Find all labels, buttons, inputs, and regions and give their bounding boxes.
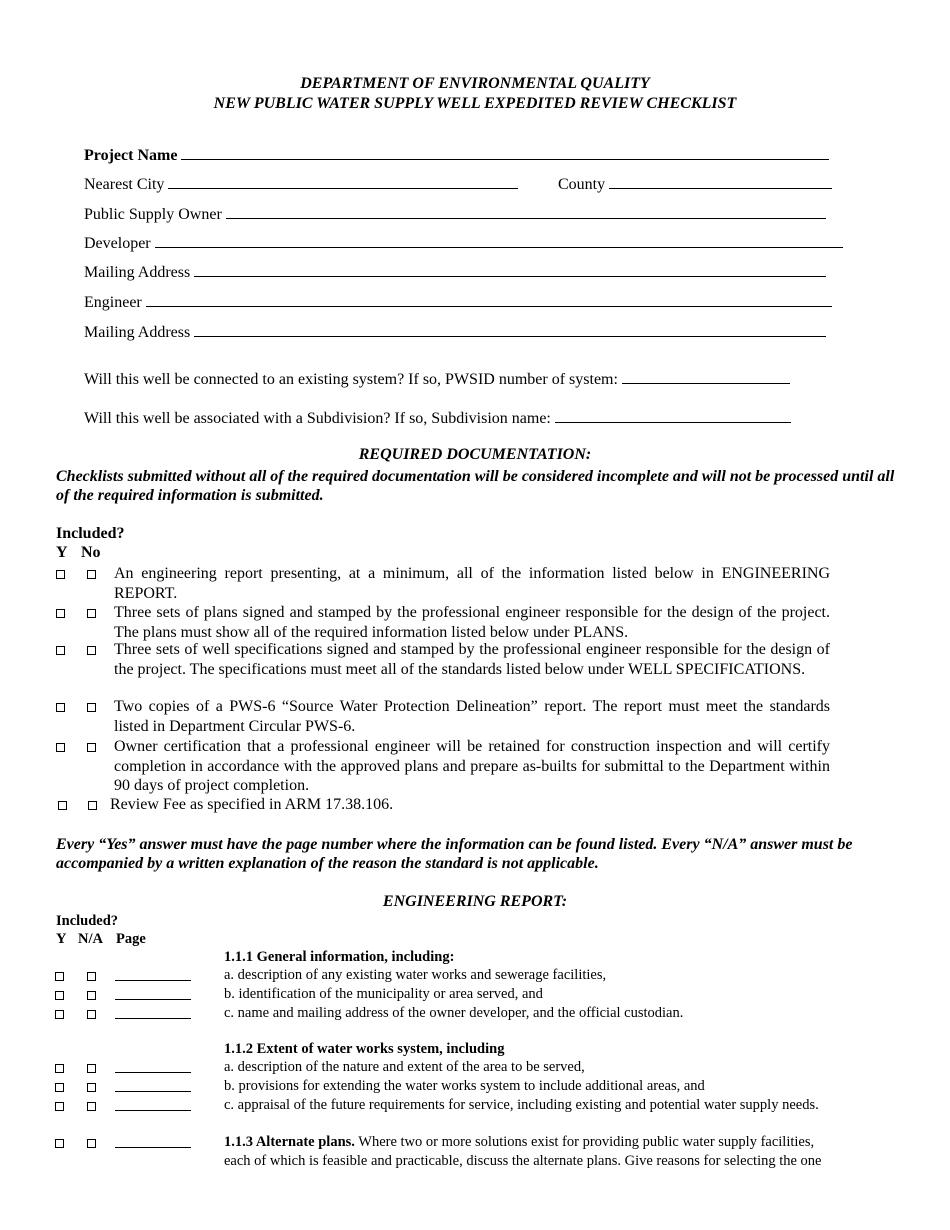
req-item-3-no-checkbox[interactable] bbox=[87, 646, 96, 655]
included-label: Included? bbox=[56, 525, 125, 542]
s112a-na-checkbox[interactable] bbox=[87, 1064, 96, 1073]
req-item-1-text: An engineering report presenting, at a minimum, all of the information listed below in ENGINEERING REPORT. bbox=[114, 565, 830, 602]
engineer-field bbox=[84, 292, 832, 312]
s112b-yes-checkbox[interactable] bbox=[55, 1083, 64, 1092]
req-item-5-yes-checkbox[interactable] bbox=[56, 743, 65, 752]
req-item-3-yes-checkbox[interactable] bbox=[56, 646, 65, 655]
developer-input[interactable] bbox=[155, 233, 843, 248]
s111a-na-checkbox[interactable] bbox=[87, 972, 96, 981]
er-col-y-label: Y bbox=[56, 931, 67, 947]
s113-na-checkbox[interactable] bbox=[87, 1139, 96, 1148]
req-item-4-text: Two copies of a PWS-6 “Source Water Protection Delineation” report. The report must meet the standards listed in Department Circular PWS-6. bbox=[114, 698, 830, 735]
er-col-na-label: N/A bbox=[78, 931, 103, 947]
nearest-city-label: Nearest City bbox=[84, 176, 165, 193]
s111c-yes-checkbox[interactable] bbox=[55, 1010, 64, 1019]
s111c-text: c. name and mailing address of the owner developer, and the official custodian. bbox=[224, 1005, 684, 1021]
s111a-page-input[interactable] bbox=[115, 969, 191, 981]
developer-field bbox=[84, 233, 843, 253]
nearest-city-input[interactable] bbox=[168, 174, 518, 189]
section-112-heading: 1.1.2 Extent of water works system, including bbox=[224, 1041, 505, 1057]
s112b-page-input[interactable] bbox=[115, 1080, 191, 1092]
s111b-page-input[interactable] bbox=[115, 988, 191, 1000]
req-item-1-no-checkbox[interactable] bbox=[87, 570, 96, 579]
county-field bbox=[558, 174, 832, 194]
s111b-yes-checkbox[interactable] bbox=[55, 991, 64, 1000]
req-item-6-no-checkbox[interactable] bbox=[88, 801, 97, 810]
s113-yes-checkbox[interactable] bbox=[55, 1139, 64, 1148]
pwsid-question-text: Will this well be connected to an existing system? If so, PWSID number of system: bbox=[84, 371, 618, 388]
mailing-address-1-label: Mailing Address bbox=[84, 264, 191, 281]
req-item-4-no-checkbox[interactable] bbox=[87, 703, 96, 712]
req-item-5-no-checkbox[interactable] bbox=[87, 743, 96, 752]
developer-label: Developer bbox=[84, 235, 151, 252]
project-name-label: Project Name bbox=[84, 147, 178, 164]
s112b-na-checkbox[interactable] bbox=[87, 1083, 96, 1092]
req-item-4-yes-checkbox[interactable] bbox=[56, 703, 65, 712]
pwsid-input[interactable] bbox=[622, 369, 790, 384]
answer-note: Every “Yes” answer must have the page number where the information can be found listed. Every “N/A” answer must be accompanied by a written explanation of the reason the standard is not applicable. bbox=[56, 836, 853, 872]
col-y-label: Y bbox=[56, 544, 68, 561]
county-input[interactable] bbox=[609, 174, 832, 189]
s112b-text: b. provisions for extending the water works system to include additional areas, and bbox=[224, 1078, 705, 1094]
er-col-page-label: Page bbox=[116, 931, 146, 947]
col-no-label: No bbox=[81, 544, 101, 561]
req-item-2-text: Three sets of plans signed and stamped by the professional engineer responsible for the design of the project. The plans must show all of the required information listed below under PLANS. bbox=[114, 604, 830, 641]
pwsid-question bbox=[84, 369, 790, 389]
project-name-field bbox=[84, 145, 829, 165]
county-label: County bbox=[558, 176, 606, 193]
mailing-address-1-field bbox=[84, 262, 826, 282]
public-supply-owner-input[interactable] bbox=[226, 204, 826, 219]
s111a-yes-checkbox[interactable] bbox=[55, 972, 64, 981]
s111c-na-checkbox[interactable] bbox=[87, 1010, 96, 1019]
s113-text-2: each of which is feasible and practicable, discuss the alternate plans. Give reasons for selecting the one bbox=[224, 1153, 822, 1169]
required-doc-warning: Checklists submitted without all of the required documentation will be considered incomplete and will not be processed until all of the required information is submitted. bbox=[56, 468, 895, 504]
mailing-address-2-field bbox=[84, 322, 826, 342]
s112c-text: c. appraisal of the future requirements for service, including existing and potential water supply needs. bbox=[224, 1097, 819, 1113]
s113-text-1: Where two or more solutions exist for providing public water supply facilities, bbox=[354, 1134, 815, 1150]
s113-page-input[interactable] bbox=[115, 1136, 191, 1148]
s112a-yes-checkbox[interactable] bbox=[55, 1064, 64, 1073]
s111c-page-input[interactable] bbox=[115, 1007, 191, 1019]
header-title-2: NEW PUBLIC WATER SUPPLY WELL EXPEDITED REVIEW CHECKLIST bbox=[213, 95, 737, 112]
req-item-6-text: Review Fee as specified in ARM 17.38.106. bbox=[110, 796, 394, 813]
req-item-3-text: Three sets of well specifications signed and stamped by the professional engineer responsible for the design of the project. The specifications must meet all of the standards listed below under WELL SPECIFICATIONS. bbox=[114, 641, 830, 678]
s113-line-1 bbox=[224, 1134, 814, 1151]
s111b-text: b. identification of the municipality or area served, and bbox=[224, 986, 543, 1002]
s111b-na-checkbox[interactable] bbox=[87, 991, 96, 1000]
public-supply-owner-label: Public Supply Owner bbox=[84, 206, 222, 223]
engineering-report-title: ENGINEERING REPORT: bbox=[382, 893, 568, 910]
s112c-na-checkbox[interactable] bbox=[87, 1102, 96, 1111]
req-item-2-yes-checkbox[interactable] bbox=[56, 609, 65, 618]
er-included-label: Included? bbox=[56, 913, 119, 929]
subdivision-question bbox=[84, 408, 791, 428]
s112c-yes-checkbox[interactable] bbox=[55, 1102, 64, 1111]
s111a-text: a. description of any existing water works and sewerage facilities, bbox=[224, 967, 607, 983]
req-item-2-no-checkbox[interactable] bbox=[87, 609, 96, 618]
section-113-heading: 1.1.3 Alternate plans. bbox=[224, 1134, 355, 1150]
engineer-input[interactable] bbox=[146, 292, 832, 307]
subdivision-input[interactable] bbox=[555, 408, 791, 423]
nearest-city-field bbox=[84, 174, 518, 194]
project-name-input[interactable] bbox=[181, 145, 829, 160]
header-title-1: DEPARTMENT OF ENVIRONMENTAL QUALITY bbox=[300, 75, 650, 92]
req-item-6-yes-checkbox[interactable] bbox=[58, 801, 67, 810]
required-doc-title: REQUIRED DOCUMENTATION: bbox=[358, 446, 592, 463]
req-item-5-text: Owner certification that a professional engineer will be retained for construction inspection and will certify completion in accordance with the approved plans and prepare as-builts for submittal to the Department within 90 days of project completion. bbox=[114, 738, 830, 794]
section-111-heading: 1.1.1 General information, including: bbox=[224, 949, 455, 965]
mailing-address-2-label: Mailing Address bbox=[84, 324, 191, 341]
mailing-address-2-input[interactable] bbox=[194, 322, 826, 337]
mailing-address-1-input[interactable] bbox=[194, 262, 826, 277]
engineer-label: Engineer bbox=[84, 294, 142, 311]
s112a-text: a. description of the nature and extent of the area to be served, bbox=[224, 1059, 585, 1075]
s112c-page-input[interactable] bbox=[115, 1099, 191, 1111]
req-item-1-yes-checkbox[interactable] bbox=[56, 570, 65, 579]
public-supply-owner-field bbox=[84, 204, 826, 224]
subdivision-question-text: Will this well be associated with a Subdivision? If so, Subdivision name: bbox=[84, 410, 551, 427]
s112a-page-input[interactable] bbox=[115, 1061, 191, 1073]
